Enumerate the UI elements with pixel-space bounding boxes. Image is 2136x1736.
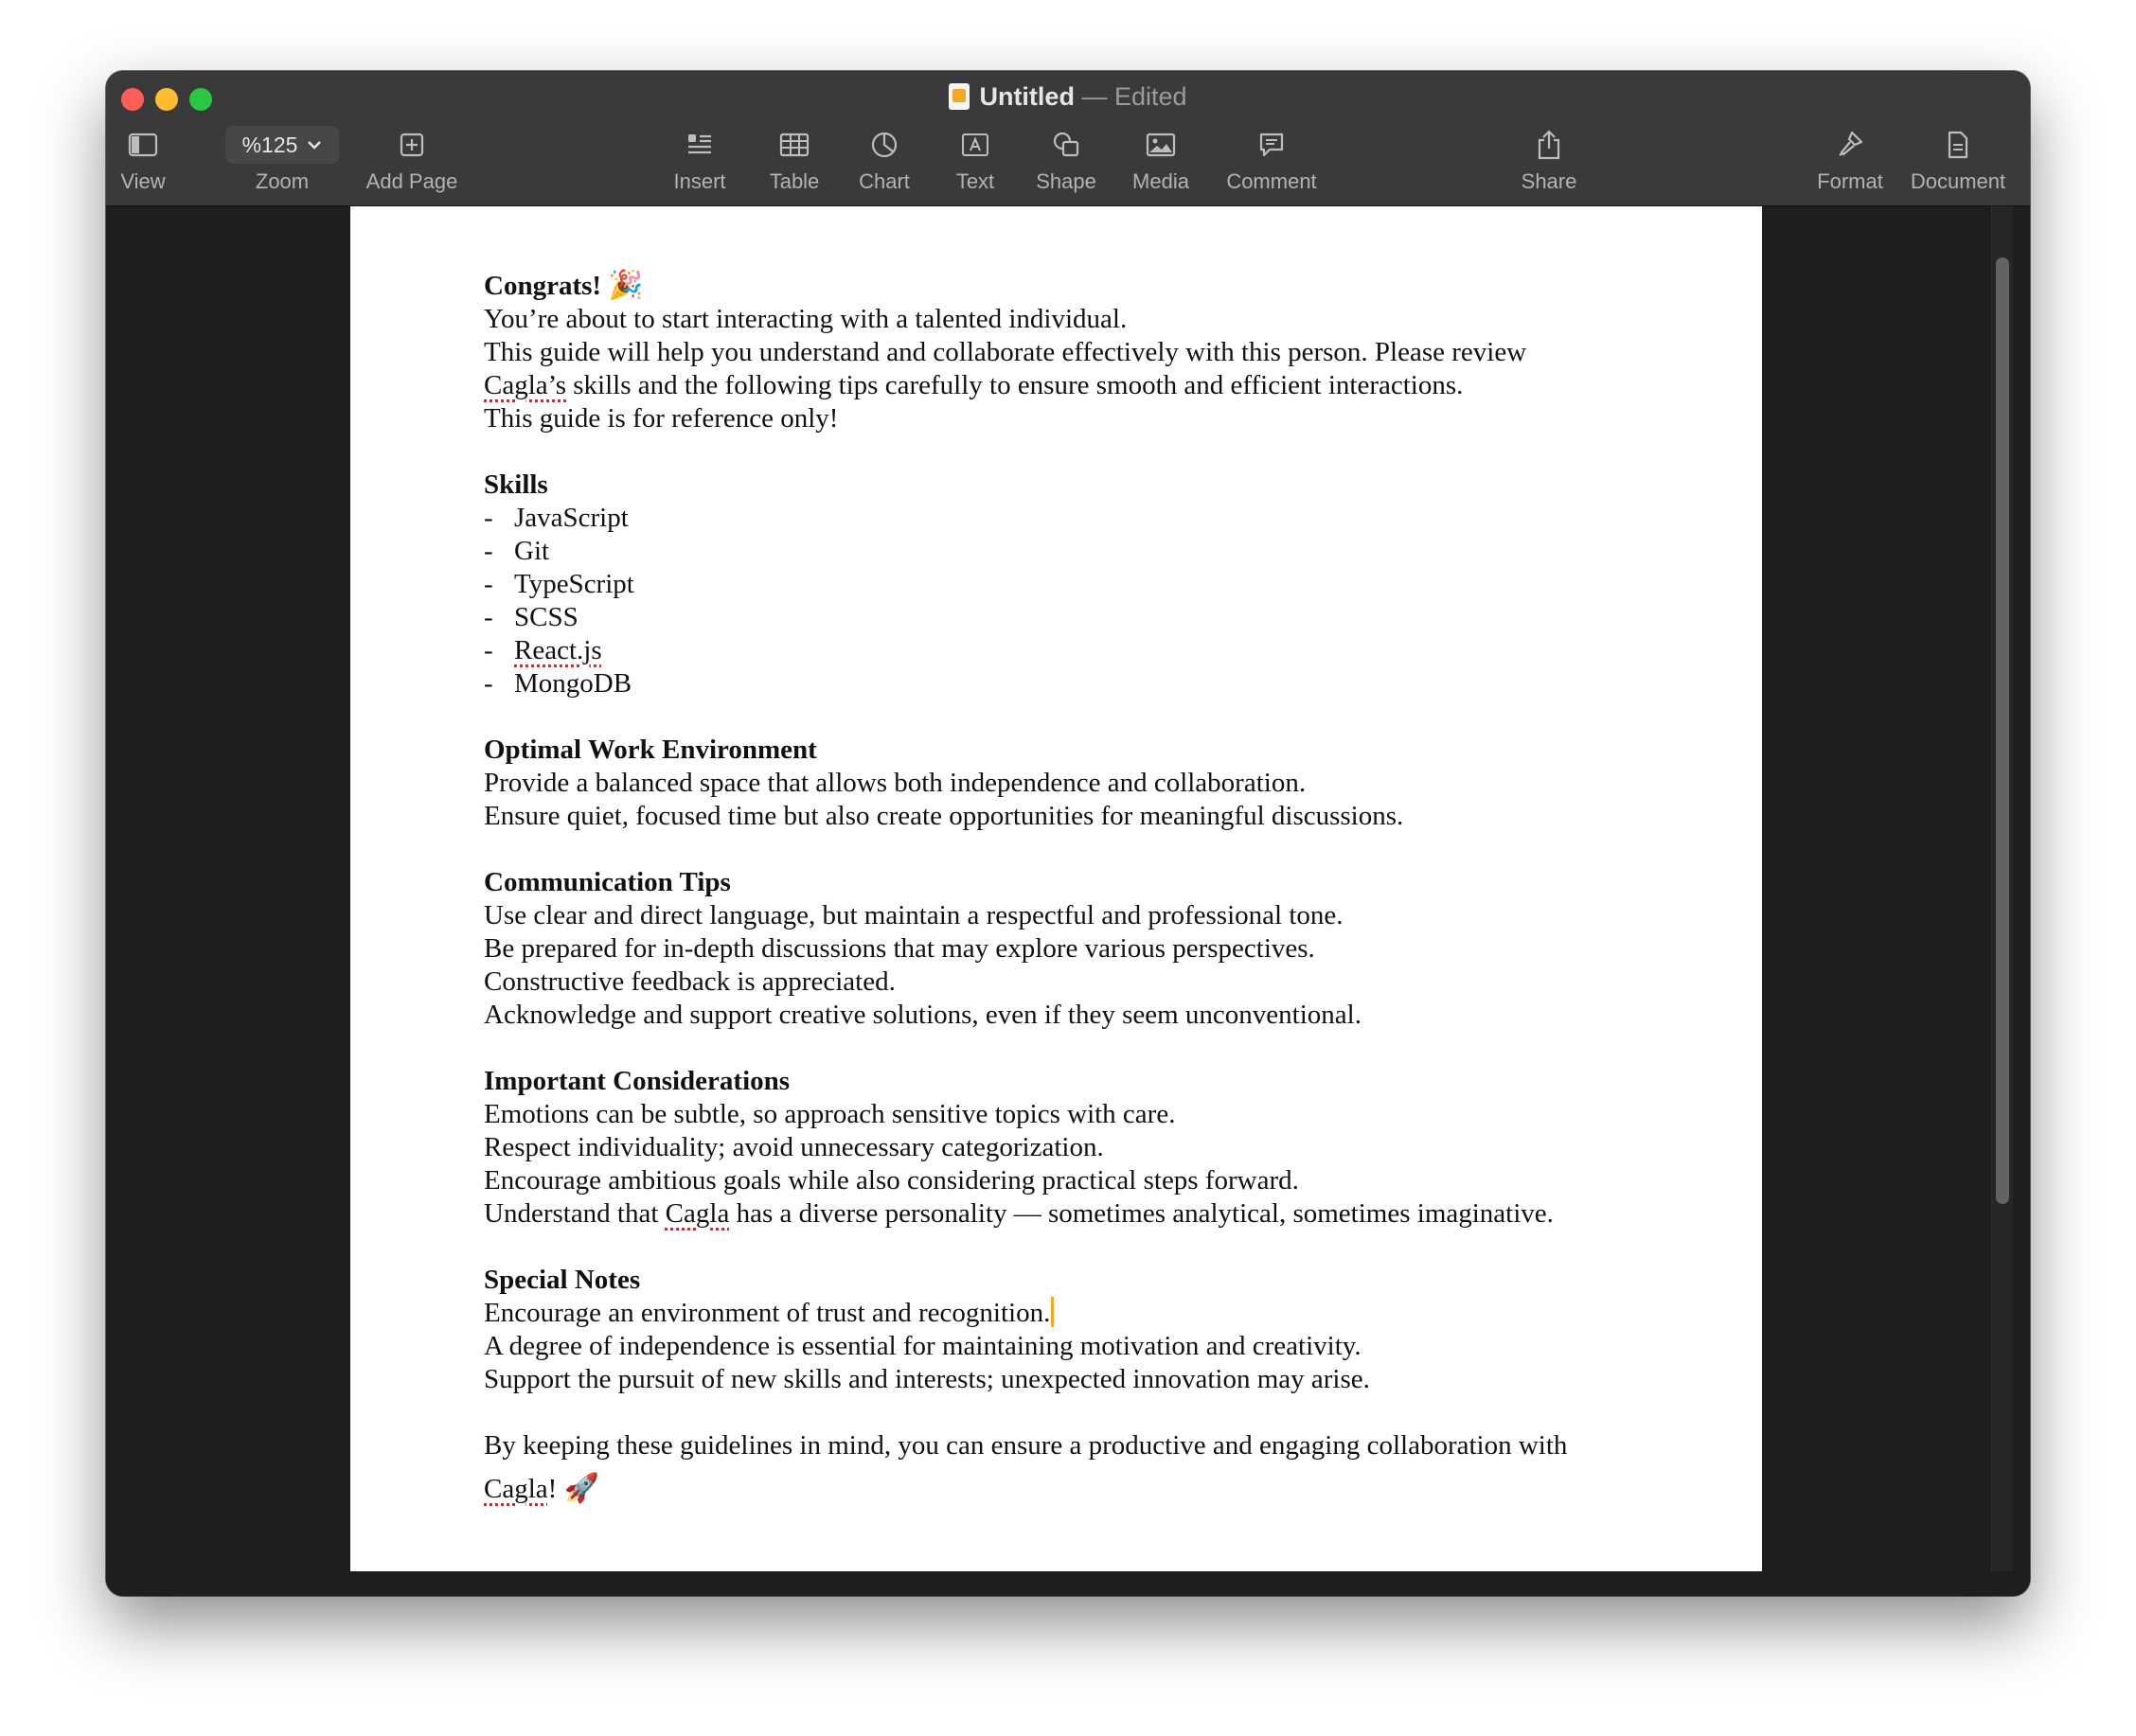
text-cursor bbox=[1051, 1297, 1054, 1327]
intro-line: This guide will help you understand and collaborate effectively with this person. Please review bbox=[484, 337, 1527, 367]
considerations-section bbox=[484, 1065, 1567, 1231]
comment-button[interactable] bbox=[1210, 126, 1333, 194]
share-icon bbox=[1536, 129, 1562, 161]
communication-section bbox=[484, 866, 1567, 1032]
zoom-select[interactable] bbox=[225, 126, 339, 164]
format-label: Format bbox=[1817, 169, 1883, 193]
environment-heading: Optimal Work Environment bbox=[484, 735, 817, 765]
view-label: View bbox=[120, 169, 166, 193]
misspelled-word[interactable]: Cagla bbox=[484, 1474, 548, 1504]
paragraph-line: Acknowledge and support creative solutions, even if they seem unconventional. bbox=[484, 1000, 1362, 1030]
text-button[interactable] bbox=[928, 126, 1023, 194]
intro-line: You’re about to start interacting with a talented individual. bbox=[484, 304, 1128, 334]
text-box-icon bbox=[960, 132, 990, 158]
paragraph-text: Understand that bbox=[484, 1198, 666, 1229]
zoom-value: %125 bbox=[241, 132, 298, 157]
media-button[interactable] bbox=[1113, 126, 1208, 194]
party-popper-icon: 🎉 bbox=[608, 270, 644, 301]
considerations-heading: Important Considerations bbox=[484, 1066, 791, 1096]
window-title bbox=[106, 82, 2030, 112]
intro-line: This guide is for reference only! bbox=[484, 403, 839, 434]
comment-label: Comment bbox=[1226, 169, 1317, 193]
sidebar-icon bbox=[128, 133, 158, 157]
list-item bbox=[484, 535, 1567, 568]
table-icon bbox=[779, 132, 810, 158]
paragraph-line: Be prepared for in-depth discussions that may explore various perspectives. bbox=[484, 933, 1315, 964]
zoom-label: Zoom bbox=[255, 169, 310, 193]
document-canvas bbox=[106, 206, 2030, 1596]
skill-text: SCSS bbox=[514, 602, 578, 632]
skills-heading: Skills bbox=[484, 469, 548, 500]
document-label: Document bbox=[1910, 169, 2006, 193]
list-item bbox=[484, 502, 1567, 535]
intro-line: skills and the following tips carefully to ensure smooth and efficient interactions. bbox=[566, 370, 1464, 400]
shape-button[interactable] bbox=[1019, 126, 1113, 194]
share-label: Share bbox=[1521, 169, 1577, 193]
add-page-label: Add Page bbox=[365, 169, 458, 193]
media-label: Media bbox=[1132, 169, 1189, 193]
document-button[interactable] bbox=[1903, 126, 2013, 194]
media-image-icon bbox=[1146, 132, 1176, 158]
chevron-down-icon bbox=[307, 140, 322, 150]
document-title: Untitled bbox=[979, 82, 1075, 111]
list-dash: - bbox=[484, 602, 493, 632]
list-item bbox=[484, 667, 1567, 700]
zoom-control[interactable] bbox=[216, 126, 348, 194]
share-button[interactable] bbox=[1502, 126, 1596, 194]
intro-section bbox=[484, 269, 1567, 435]
closing-section bbox=[484, 1429, 1567, 1506]
chart-label: Chart bbox=[859, 169, 910, 193]
rocket-icon: 🚀 bbox=[563, 1473, 599, 1504]
add-page-icon bbox=[399, 132, 425, 158]
list-item bbox=[484, 634, 1567, 667]
format-brush-icon bbox=[1836, 130, 1864, 160]
shape-icon bbox=[1051, 131, 1081, 159]
punctuation: ! bbox=[547, 1474, 558, 1504]
misspelled-word[interactable]: Cagla’s bbox=[484, 370, 566, 400]
paragraph-line: By keeping these guidelines in mind, you can ensure a productive and engaging collaboration with bbox=[484, 1430, 1568, 1461]
scrollbar-thumb[interactable] bbox=[1996, 257, 2009, 1204]
skill-text: Git bbox=[514, 536, 550, 566]
document-icon bbox=[949, 83, 970, 110]
environment-section bbox=[484, 734, 1567, 833]
paragraph-line: Use clear and direct language, but maintain a respectful and professional tone. bbox=[484, 900, 1344, 930]
insert-button[interactable] bbox=[652, 126, 747, 194]
paragraph-line: Respect individuality; avoid unnecessary categorization. bbox=[484, 1132, 1104, 1162]
insert-label: Insert bbox=[673, 169, 726, 193]
list-item bbox=[484, 568, 1567, 601]
shape-label: Shape bbox=[1036, 169, 1096, 193]
paragraph-line: Provide a balanced space that allows both independence and collaboration. bbox=[484, 768, 1307, 798]
chart-pie-icon bbox=[870, 131, 899, 159]
toolbar bbox=[106, 71, 2030, 206]
paragraph-line: A degree of independence is essential for maintaining motivation and creativity. bbox=[484, 1331, 1362, 1361]
document-icon bbox=[1946, 130, 1970, 160]
edited-status: Edited bbox=[1113, 82, 1187, 111]
document-body[interactable] bbox=[484, 269, 1567, 1506]
add-page-button[interactable] bbox=[347, 126, 476, 194]
skill-text: MongoDB bbox=[514, 668, 632, 699]
format-button[interactable] bbox=[1803, 126, 1897, 194]
notes-heading: Special Notes bbox=[484, 1265, 641, 1295]
list-dash: - bbox=[484, 569, 493, 599]
intro-heading: Congrats! bbox=[484, 271, 602, 301]
comment-icon bbox=[1257, 131, 1286, 159]
list-item bbox=[484, 601, 1567, 634]
table-button[interactable] bbox=[747, 126, 842, 194]
misspelled-word[interactable]: React.js bbox=[514, 635, 602, 665]
paragraph-line: Encourage ambitious goals while also considering practical steps forward. bbox=[484, 1165, 1299, 1196]
paragraph-line: Constructive feedback is appreciated. bbox=[484, 966, 896, 997]
list-dash: - bbox=[484, 536, 493, 566]
paragraph-text: has a diverse personality — sometimes analytical, sometimes imaginative. bbox=[729, 1198, 1554, 1229]
notes-section bbox=[484, 1264, 1567, 1396]
document-page[interactable] bbox=[350, 206, 1762, 1571]
text-label: Text bbox=[955, 169, 995, 193]
misspelled-word[interactable]: Cagla bbox=[665, 1198, 730, 1229]
insert-icon bbox=[685, 132, 714, 158]
communication-heading: Communication Tips bbox=[484, 867, 731, 897]
skill-text: JavaScript bbox=[514, 503, 629, 533]
table-label: Table bbox=[769, 169, 820, 193]
list-dash: - bbox=[484, 668, 493, 699]
list-dash: - bbox=[484, 503, 493, 533]
paragraph-line: Ensure quiet, focused time but also create opportunities for meaningful discussions. bbox=[484, 801, 1404, 831]
view-button[interactable] bbox=[114, 126, 172, 194]
paragraph-line: Emotions can be subtle, so approach sensitive topics with care. bbox=[484, 1099, 1176, 1129]
paragraph-line: Support the pursuit of new skills and interests; unexpected innovation may arise. bbox=[484, 1364, 1370, 1394]
skills-section bbox=[484, 469, 1567, 700]
title-separator: — bbox=[1081, 82, 1108, 111]
paragraph-text: Encourage an environment of trust and recognition. bbox=[484, 1298, 1051, 1328]
skill-text: TypeScript bbox=[514, 569, 634, 599]
pages-window bbox=[106, 71, 2030, 1596]
chart-button[interactable] bbox=[837, 126, 932, 194]
list-dash: - bbox=[484, 635, 493, 665]
